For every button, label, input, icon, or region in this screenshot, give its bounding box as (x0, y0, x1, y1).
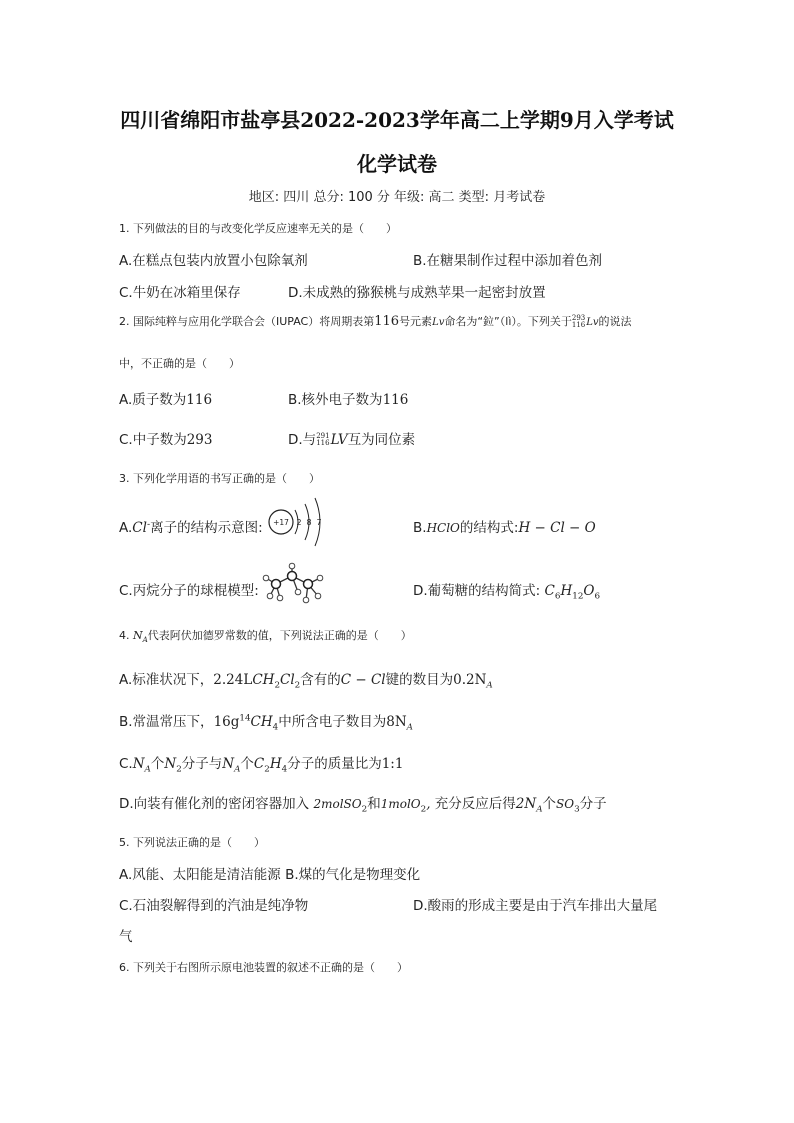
q2-option-c: C.中子数为293 (119, 432, 213, 448)
q2-option-d: D.与 291 116 LV互为同位素 (288, 432, 416, 448)
q5-option-d: D.酸雨的形成主要是由于汽车排出大量尾 (413, 898, 658, 914)
q3-option-a: A.Cl-离子的结构示意图: (119, 519, 263, 536)
q4-option-c: $C.N_A$个$N_2$分子与$N_A$个$C_2H_4$分子的质量比为1:1 (119, 756, 404, 775)
q3-option-b: B.HClO的结构式:H − Cl − O (413, 520, 596, 536)
exam-title: 四川省绵阳市盐亭县2022-2023学年高二上学期9月入学考试 (120, 108, 674, 132)
q5-option-c: C.石油裂解得到的汽油是纯净物 (119, 898, 309, 914)
q2-stem: 2. 国际纯粹与应用化学联合会（IUPAC）将周期表第116号元素Lv命名为“鉝”（lì）。下列关于 293 116 Lv的说法 (119, 314, 632, 329)
q5-option-d-cont: 气 (119, 929, 133, 945)
exam-subtitle: 化学试卷 (357, 152, 437, 176)
q3-option-d: D.葡萄糖的结构简式: $C_6H_{12}O_6$ (413, 583, 601, 602)
q4-stem: 4. $N_A$代表阿伏加德罗常数的值，下列说法正确的是（ ） (119, 629, 412, 645)
q1-option-b: B.在糖果制作过程中添加着色剂 (413, 253, 603, 269)
q6-stem: 6. 下列关于右图所示原电池装置的叙述不正确的是（ ） (119, 961, 408, 974)
q2-option-a: A.质子数为116 (119, 392, 213, 408)
q4-option-b: B.常温常压下，$16g^{14}CH_4$中所含电子数目为$8N_A$ (119, 713, 413, 733)
q5-option-ab: A.风能、太阳能是清洁能源 B.煤的气化是物理变化 (119, 867, 421, 883)
q2-option-b: B.核外电子数为116 (288, 392, 409, 408)
chlorine-ion-structure-diagram (266, 494, 336, 550)
q1-option-a: A.在糕点包装内放置小包除氧剂 (119, 253, 308, 269)
q3-stem: 3. 下列化学用语的书写正确的是（ ） (119, 472, 320, 485)
q2-stem-line2: 中，不正确的是（ ） (119, 357, 240, 370)
exam-meta: 地区: 四川 总分: 100 分 年级: 高二 类型: 月考试卷 (248, 190, 546, 205)
q4-option-d: D.向装有催化剂的密闭容器加入 2molSO$_2$和1molO$_2$, 充分反应后得$2N_A$个$SO_3$分子 (119, 796, 607, 815)
nucleus-charge: +17 (273, 518, 289, 527)
shell-2: 8 (306, 518, 312, 527)
q1-option-d: D.未成熟的猕猴桃与成熟苹果一起密封放置 (288, 285, 546, 301)
propane-ball-stick-model (262, 562, 326, 608)
q3-option-c: C.丙烷分子的球棍模型: (119, 583, 259, 599)
shell-1: 2 (296, 518, 302, 527)
q1-option-c: C.牛奶在冰箱里保存 (119, 285, 241, 301)
q4-option-a: A.标准状况下，$2.24LCH_2Cl_2$含有的C − Cl键的数目为$0.2N_A$ (119, 672, 493, 691)
q5-stem: 5. 下列说法正确的是（ ） (119, 836, 265, 849)
shell-3: 7 (316, 518, 322, 527)
q1-stem: 1. 下列做法的目的与改变化学反应速率无关的是（ ） (119, 222, 397, 235)
